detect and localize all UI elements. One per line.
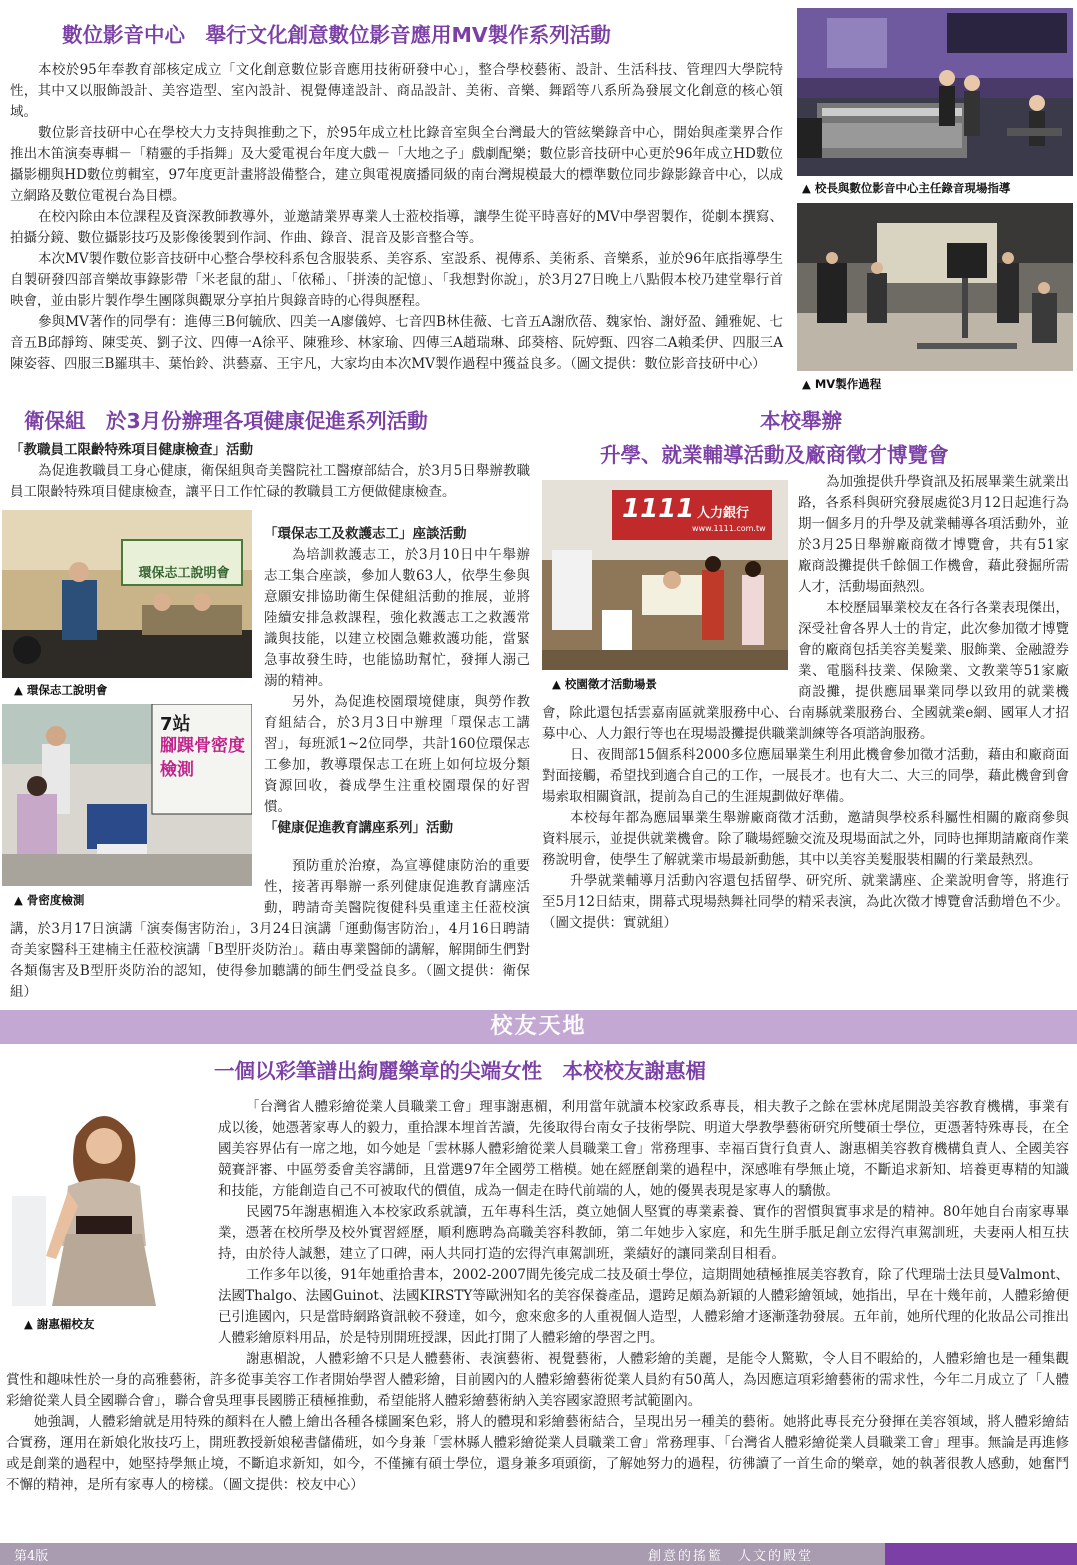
section1-para: 數位影音技研中心在學校大力支持與推動之下，於95年成立杜比錄音室與全台灣最大的管絃樂錄音中心，開始與產業界合作推出木笛演奏專輯－「精靈的手指舞」及大愛電視台年度大戲－「大地之子」戲劇配樂；數位影音技研中心更於96年成立HD數位攝影棚與HD數位剪輯室，97年度更計畫將設備整合，建立與電視廣播同級的南台灣規模最大的標準數位同步錄影錄音中心，以成立網路及數位電視台為目標。: [10, 125, 783, 204]
recording-photo-caption: ▲ 校長與數位影音中心主任錄音現場指導: [802, 181, 1011, 195]
health-check-block: [10, 440, 530, 503]
volunteer-photo-caption: ▲ 環保志工說明會: [14, 683, 108, 697]
job-fair-para: 為加強提供升學資訊及拓展畢業生就業出路，各系科與研究發展處從3月12日起進行為期一個多月的升學及就業輔導各項活動外，並於3月25日舉辦廠商徵才博覽會，共有51家廠商設攤提供千餘個工作機會，藉此發掘所需人才，活動場面熱烈。: [798, 474, 1069, 595]
job-fair-para: 日、夜間部15個系科2000多位應屆畢業生利用此機會參加徵才活動，藉由和廠商面對面接觸，希望找到適合自己的工作，一展長才。也有大二、大三的同學，藉此機會到會場索取相關資訊，提前為自己的生涯規劃做好準備。: [542, 747, 1069, 805]
section3-title-line2: 升學、就業輔導活動及廠商徵才博覽會: [600, 443, 949, 467]
lecture-text-wrap: [10, 856, 530, 1003]
job-fair-para: 升學就業輔導月活動內容還包括留學、研究所、就業講座、企業說明會等，將進行至5月12日結束，開幕式現場熱舞社同學的精采表演，為此次徵才博覽會活動增色不少。（圖文提供：實就組）: [542, 873, 1069, 931]
section1-para: 本次MV製作數位影音技研中心整合學校科系包含服裝系、美容系、室設系、視傳系、美術系、音樂系，並於96年底指導學生自製研發四部音樂故事錄影帶「米老鼠的甜」、「依稀」、「拼湊的記憶」、「我想對你說」，於3月27日晚上八點假本校乃建堂舉行首映會，並由影片製作學生團隊與觀眾分享拍片與錄音時的心得與歷程。: [10, 251, 783, 309]
recording-studio-photo: [797, 8, 1073, 176]
alumni-band-title: 校友天地: [490, 1014, 587, 1039]
volunteer-briefing-photo: [2, 510, 252, 678]
health-check-text: 為促進教職員工身心健康，衛保組與奇美醫院社工醫療部結合，於3月5日舉辦教職員工限齡特殊項目健康檢查，讓平日工作忙碌的教職員工方便做健康檢查。: [10, 463, 530, 500]
page-number: 第4版: [14, 1549, 49, 1564]
alumni-para: 她強調，人體彩繪就是用特殊的顏料在人體上繪出各種各樣圖案色彩，將人的體現和彩繪藝術結合，呈現出另一種美的藝術。她將此專長充分發揮在美容領域，將人體彩繪結合實務，運用在新娘化妝技巧上，開班教授新娘秘書儲備班，如今身兼「雲林縣人體彩繪從業人員職業工會」常務理事、「台灣省人體彩繪從業人員職業工會」理事。無論是再進修或是創業的過程中，她堅持學無止境，不斷追求新知，如今，不僅擁有碩士學位，還身兼多項頭銜，了解她努力的過程，彷彿讀了一首生命的樂章，她的執著很教人感動，她奮鬥不懈的精神，是所有家專人的榜樣。（圖文提供：校友中心）: [6, 1414, 1069, 1493]
alumna-caption: ▲ 謝惠楣校友: [24, 1317, 95, 1331]
alumni-para: 民國75年謝惠楣進入本校家政系就讀，五年專科生活，奠立她個人堅實的專業素養、實作的習慣與實事求是的精神。80年她自台南家專畢業，憑著在校所學及校外實習經歷，順利應聘為高職美容科教師，第二年她步入家庭，和先生胼手胝足創立宏得汽車駕訓班，夫妻兩人相互扶持，由於待人誠懇，建立了口碑，兩人共同打造的宏得汽車駕訓班，業績好的讓同業刮目相看。: [218, 1204, 1069, 1262]
alumni-title: 一個以彩筆譜出絢麗樂章的尖端女性 本校校友謝惠楣: [214, 1059, 706, 1083]
section1-para: 本校於95年奉教育部核定成立「文化創意數位影音應用技術研發中心」，整合學校藝術、設計、生活科技、管理四大學院特性，其中又以服飾設計、美容造型、室內設計、視覺傳達設計、商品設計、美術、音樂、舞蹈等八系所為發展文化創意的核心領域。: [10, 62, 783, 120]
section1-para: 在校內除由本位課程及資深教師教導外，並邀請業界專業人士蒞校指導，讓學生從平時喜好的MV中學習製作，從劇本撰寫、拍攝分鏡、數位攝影技巧及影像後製到作詞、作曲、錄音、混音及影音整合等。: [10, 209, 783, 246]
job-fair-caption: ▲ 校園徵才活動場景: [552, 677, 657, 691]
health-check-heading: 「教職員工限齡特殊項目健康檢查」活動: [10, 442, 253, 458]
section2-title: 衛保組 於3月份辦理各項健康促進系列活動: [24, 409, 428, 433]
volunteer-heading: 「環保志工及救護志工」座談活動: [264, 526, 467, 542]
footer-bar: [0, 1543, 1077, 1565]
alumni-para: 謝惠楣說，人體彩繪不只是人體藝術、表演藝術、視覺藝術，人體彩繪的美麗，是能令人驚歎，令人目不暇給的，人體彩繪也是一種集觀賞性和趣味性於一身的高雅藝術，許多從事美容工作者開始學習人體彩繪，目前國內的人體彩繪藝術從業人員約有50萬人，為因應這項彩繪藝術的需求性，今年二月成立了「人體彩繪從業人員全國聯合會」，聯合會吳理事長國勝正積極推動，希望能將人體彩繪藝術納入美容國家證照考試範圍內。: [6, 1351, 1069, 1409]
mv-production-photo: [797, 203, 1073, 371]
alumni-para: 「台灣省人體彩繪從業人員職業工會」理事謝惠楣，利用當年就讀本校家政系專長，相夫教子之餘在雲林虎尾開設美容教育機構，事業有成以後，她憑著家專人的毅力，重拾課本埋首苦讀，先後取得台南女子技術學院、明道大學教學藝術研究所雙碩士學位，更憑著特殊專長，在全國美容界佔有一席之地，如今她是「雲林縣人體彩繪從業人員職業工會」常務理事、幸福百貨行負責人、謝惠楣美容教育機構負責人、全國美容競賽評審、中區勞委會美容講師，且當選97年全國勞工楷模。她在經歷創業的過程中，深感唯有學無止境，不斷追求新知、培養更專精的知識和技能，方能創造自己不可被取代的價值，成為一個走在時代前端的人，她的優異表現是家專人的驕傲。: [218, 1099, 1069, 1199]
section1-body: [10, 60, 783, 375]
footer-accent-block: [885, 1543, 1077, 1565]
bone-density-sign: 腳踝骨密度檢測: [160, 736, 245, 780]
job-fair-para: 本校每年都為應屆畢業生舉辦廠商徵才活動，邀請與學校系科屬性相關的廠商參與資料展示，並提供就業機會。除了職場經驗交流及現場面試之外，同時也揮期請廠商作業務說明會，使學生了解就業市場最新動態，其中以美容美髮服裝相關的行業最熱烈。: [542, 810, 1069, 868]
job-fair-para: 本校歷屆畢業校友在各行各業表現傑出，深受社會各界人士的肯定，此次參加徵才博覽會的廠商包括美容美髮業、服飾業、金融證券業、電腦科技業、保險業、文教業等51家廠商設攤，提供應屆畢業同學以致用的就業機會，除此還包括雲嘉南區就業服務中心、台南縣就業服務台、全國就業e網、國軍人才招募中心、人力銀行等也在現場設攤提供職業訓練等各項諮詢服務。: [542, 600, 1069, 742]
bone-density-caption: ▲ 骨密度檢測: [14, 893, 85, 907]
alumni-band: [0, 1010, 1077, 1044]
job-bank-sign-url: www.1111.com.tw: [692, 524, 766, 533]
alumni-body: [6, 1097, 1069, 1496]
volunteer-block: [264, 524, 530, 839]
station-number-sign: 7站: [160, 714, 191, 735]
footer-motto: 創意的搖籃 人文的殿堂: [648, 1549, 814, 1564]
section1-para: 參與MV著作的同學有：進傳三B何毓欣、四美一A廖儀婷、七音四B林佳薇、七音五A謝欣蓓、魏家怡、謝妤盈、鍾雅妮、七音五B邱靜筠、陳雯英、劉子汶、四傳一A徐平、陳雅珍、林家瑜、四傳三A趙瑞琳、邱葵榕、阮婷甄、四容二A賴柔伊、四服三A陳姿蓉、四服三B羅琪丰、葉怡鈴、洪藝嘉、王宇凡，大家均由本次MV製作過程中獲益良多。（圖文提供：數位影音技研中心）: [10, 314, 783, 372]
alumni-para: 工作多年以後，91年她重拾書本，2002-2007間先後完成二技及碩士學位，這期間她積極推展美容教育，除了代理瑞士法貝曼Valmont、法國Thalgo、法國Guinot、法國KIRSTY等歐洲知名的美容保養產品，還跨足頗為新穎的人體彩繪領域，她指出，早在十幾年前，人體彩繪便已引進國內，只是當時網路資訊較不發達，如今，愈來愈多的人重視個人造型，人體彩繪才逐漸蓬勃發展。五年前，她所代理的化妝品公司推出人體彩繪原料用品，於是特別開班授課，因此打開了人體彩繪的學習之門。: [218, 1267, 1069, 1346]
job-fair-body: [542, 472, 1069, 934]
job-bank-sign-name: 人力銀行: [697, 506, 750, 521]
section3-title-line1: 本校舉辦: [760, 409, 842, 433]
environment-text: 另外，為促進校園環境健康，與勞作教育組結合，於3月3日中辦理「環保志工講習」，每班派1~2位同學，共計160位環保志工參加，教導環保志工在班上如何垃圾分類資源回收，養成學生注重校園環保的好習慣。: [264, 694, 530, 815]
job-bank-sign-number: 1111: [622, 494, 695, 524]
mv-photo-caption: ▲ MV製作過程: [802, 377, 882, 391]
briefing-banner-text: 環保志工說明會: [138, 566, 230, 581]
lecture-heading: 「健康促進教育講座系列」活動: [264, 820, 453, 836]
section1-title: 數位影音中心 舉行文化創意數位影音應用MV製作系列活動: [62, 23, 611, 47]
lecture-text: 預防重於治療，為宣導健康防治的重要性，接著再舉辦一系列健康促進教育講座活動，聘請奇美醫院復健科吳重達主任蒞校演講，於3月17日演講「演奏傷害防治」，3月24日演講「運動傷害防治」，4月16日聘請奇美家醫科王建楠主任蒞校演講「B型肝炎防治」。藉由專業醫師的講解，解開師生們對各類傷害及B型肝炎防治的認知，使得參加聽講的師生們受益良多。（圖文提供：衛保組）: [10, 858, 530, 1000]
volunteer-text: 為培訓救護志工，於3月10日中午舉辦志工集合座談，參加人數63人，依學生參與意願安排協助衛生保健組活動的推展，並將陸續安排急救課程，強化救護志工之救護常識與技能，以建立校園急難救護功能，當緊急事故發生時，也能協助幫忙，發揮人溺己溺的精神。: [264, 547, 530, 689]
